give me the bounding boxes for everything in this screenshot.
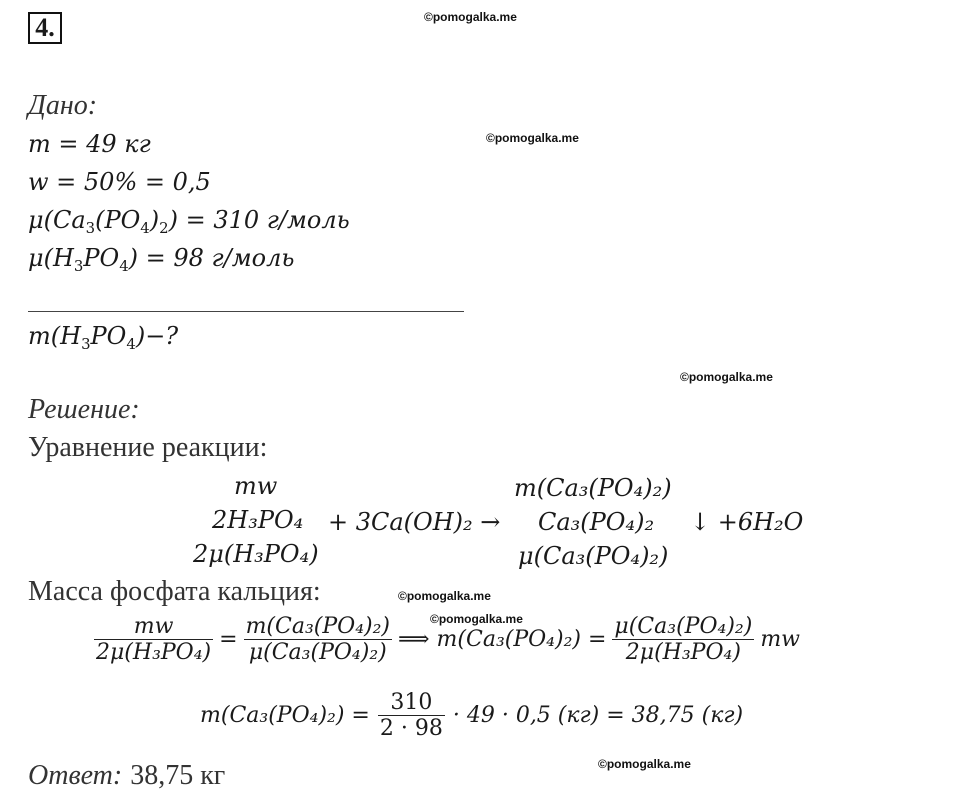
- find-line: $m(H_3PO_4)-$?: [28, 322, 179, 354]
- reaction-tail: ↓ +6H₂O: [690, 508, 804, 536]
- formula-calculation: m(Ca₃(PO₄)₂) = $\frac{310}{2 \cdot 98}$ · 49 · 0,5 (кг) = 38,75 (кг): [200, 690, 744, 741]
- given-heading: Дано:: [28, 90, 98, 121]
- mass-label: Масса фосфата кальция:: [28, 576, 321, 607]
- reaction-bottom-right: μ(Ca₃(PO₄)₂): [518, 542, 669, 570]
- reaction-reactant-calcium-hydroxide: + 3Ca(OH)₂ →: [328, 508, 501, 536]
- answer-line: [28, 760, 225, 792]
- watermark: ©pomogalka.me: [430, 612, 523, 626]
- fraction-molar-ratio: $\frac{\text{μ(Ca₃(PO₄)₂)}}{\text{2μ(H₃PO₄)}}$: [614, 614, 753, 665]
- watermark: ©pomogalka.me: [398, 589, 491, 603]
- reaction-top-left: mw: [234, 472, 278, 500]
- given-molar-mass-h3po4: $\mu(H_3PO_4) = 98$ г/моль: [28, 244, 295, 276]
- fraction-numeric: $\frac{310}{2 \cdot 98}$: [379, 690, 443, 741]
- divider: [28, 311, 464, 312]
- watermark: ©pomogalka.me: [680, 370, 773, 384]
- answer-value: 38,75 кг: [130, 760, 226, 791]
- watermark: ©pomogalka.me: [486, 131, 579, 145]
- reaction-bottom-left: 2μ(H₃PO₄): [193, 540, 319, 568]
- formula-derivation: $\frac{mw}{\text{2μ(H₃PO₄)}}$ = $\frac{\text{m(Ca₃(PO₄)₂)}}{\text{μ(Ca₃(PO₄)₂)}}$ ⟹ m(Ca₃(PO₄)₂) = $\frac{\text{μ(Ca₃(PO₄)₂)}}{\text{2μ(H₃PO₄)}}$ mw: [96, 614, 801, 665]
- fraction-mass-over-molar: $\frac{\text{m(Ca₃(PO₄)₂)}}{\text{μ(Ca₃(PO₄)₂)}}$: [245, 614, 391, 665]
- given-molar-mass-ca3po42: $\mu(Ca_3(PO_4)_2) = 310$ г/моль: [28, 206, 350, 238]
- reaction-top-right: m(Ca₃(PO₄)₂): [514, 474, 672, 502]
- equation-label: Уравнение реакции:: [28, 432, 268, 463]
- problem-number: 4.: [28, 12, 62, 44]
- reaction-mid-left: 2H₃PO₄: [212, 506, 304, 534]
- answer-label: Ответ:: [28, 760, 123, 791]
- watermark: ©pomogalka.me: [598, 757, 691, 771]
- reaction-mid-right: Ca₃(PO₄)₂: [538, 508, 655, 536]
- fraction-mw-over-2mu: $\frac{mw}{\text{2μ(H₃PO₄)}}$: [96, 614, 212, 665]
- solution-heading: Решение:: [28, 394, 140, 425]
- given-fraction: w = 50% = 0,5: [28, 168, 211, 196]
- given-mass: m = 49 кг: [28, 130, 151, 158]
- watermark: ©pomogalka.me: [424, 10, 517, 24]
